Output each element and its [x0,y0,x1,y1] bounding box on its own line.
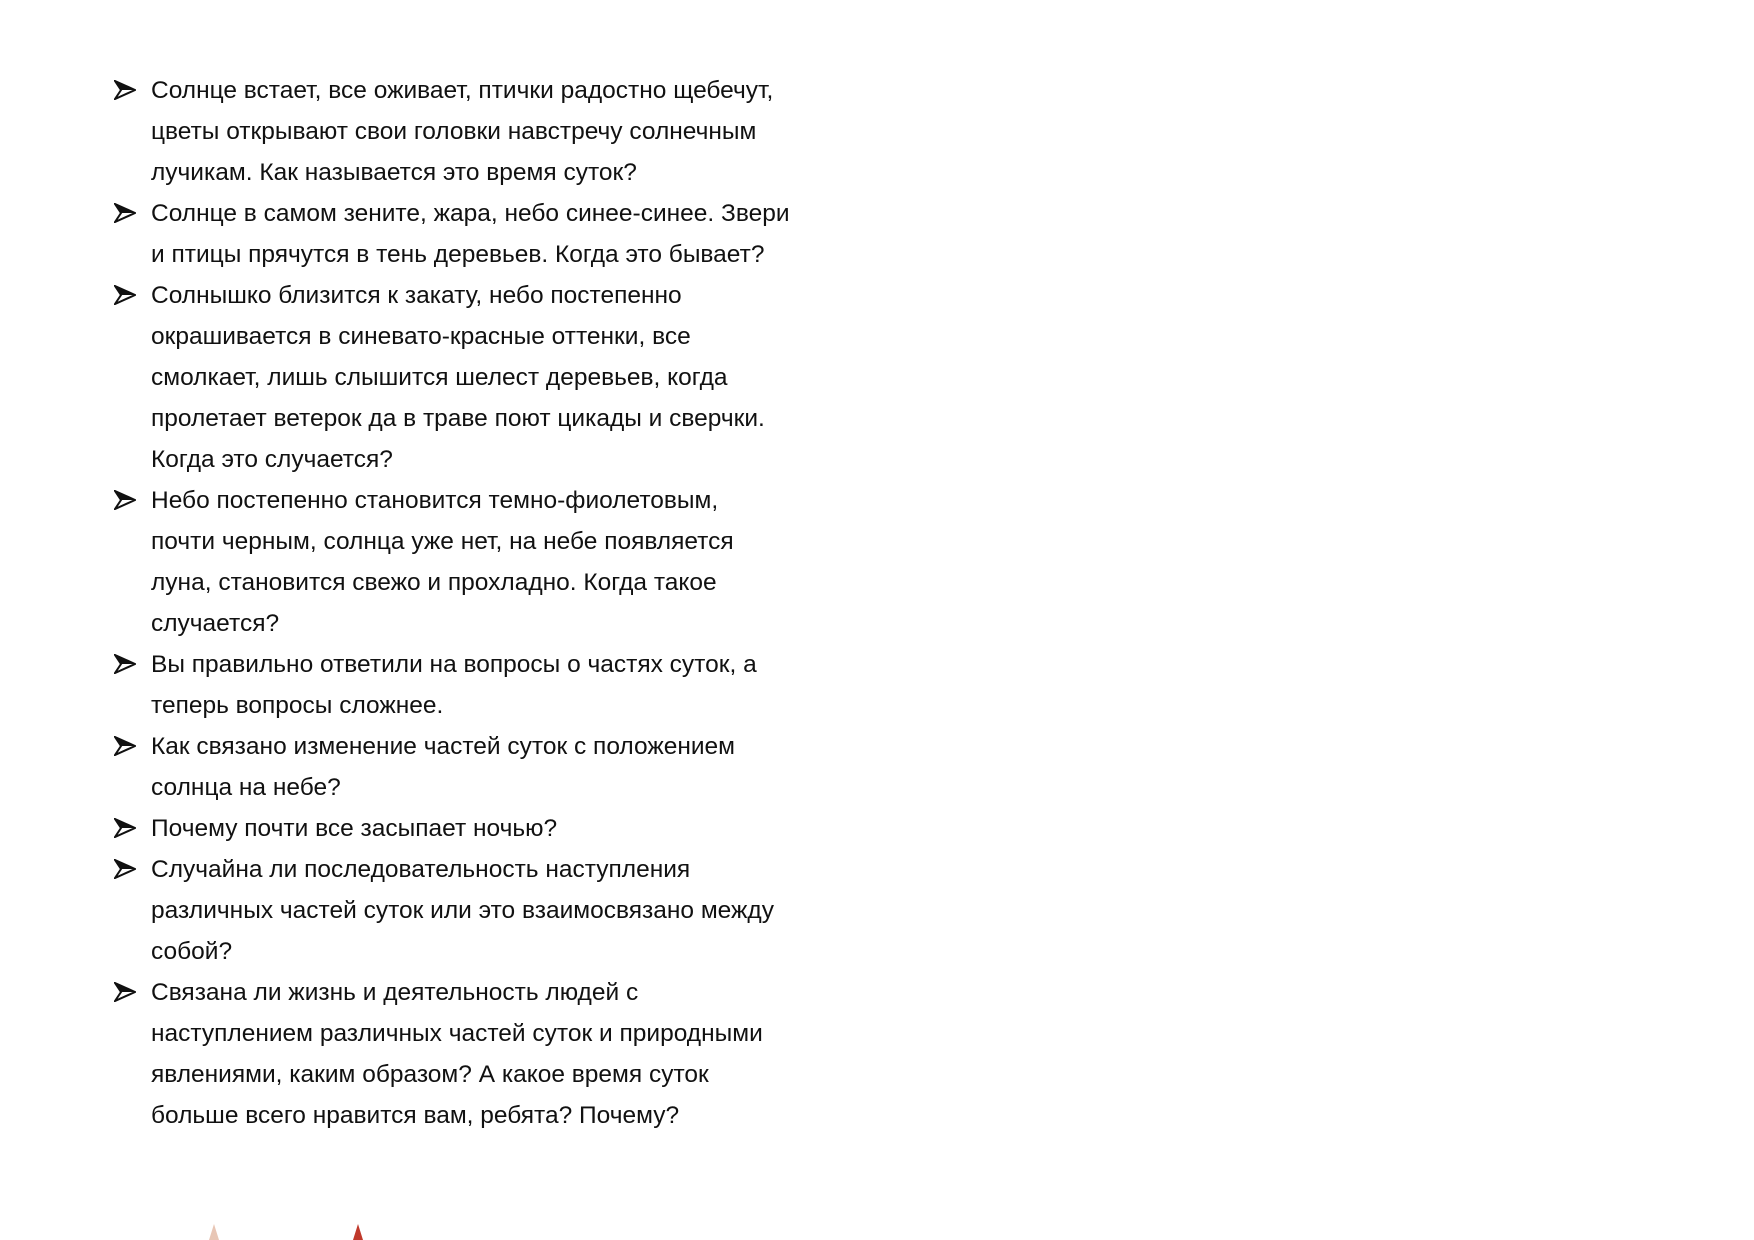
question-item [114,480,874,644]
arrowhead-bullet-icon [114,490,136,510]
arrowhead-bullet-icon [114,859,136,879]
question-item [114,275,874,480]
arrowhead-bullet-icon [114,818,136,838]
question-text-line: собой? [151,938,233,965]
question-text-line: Вы правильно ответили на вопросы о частях суток, а [151,651,757,678]
question-text-line: луна, становится свежо и прохладно. Когда такое [151,569,717,596]
question-text-line: солнца на небе? [151,774,341,801]
question-text-line: смолкает, лишь слышится шелест деревьев, когда [151,364,728,391]
question-text-line: Когда это случается? [151,446,393,473]
question-text-line: Солнце в самом зените, жара, небо синее-синее. Звери [151,200,790,227]
arrowhead-bullet-icon [114,654,136,674]
question-text-line: Случайна ли последовательность наступления [151,856,691,883]
question-text-line: Небо постепенно становится темно-фиолетовым, [151,487,719,514]
question-item [114,808,874,849]
question-item [114,972,874,1136]
question-text-line: и птицы прячутся в тень деревьев. Когда это бывает? [151,241,765,268]
arrowhead-bullet-icon [114,203,136,223]
arrowhead-bullet-icon [114,982,136,1002]
question-item [114,70,874,193]
question-item [114,193,874,275]
question-text-line: пролетает ветерок да в траве поют цикады и сверчки. [151,405,765,432]
question-text-line: теперь вопросы сложнее. [151,692,444,719]
question-item [114,849,874,972]
question-text-line: Как связано изменение частей суток с положением [151,733,736,760]
question-text-line: случается? [151,610,280,637]
question-item [114,644,874,726]
question-text-line: окрашивается в синевато-красные оттенки, все [151,323,691,350]
question-text-line: Солнышко близится к закату, небо постепенно [151,282,682,309]
arrowhead-bullet-icon [114,736,136,756]
question-text-line: лучикам. Как называется это время суток? [151,159,637,186]
question-text-line: почти черным, солнца уже нет, на небе появляется [151,528,734,555]
question-text-line: наступлением различных частей суток и природными [151,1020,763,1047]
question-list [114,70,874,1136]
question-text-line: Солнце встает, все оживает, птички радостно щебечут, [151,77,774,104]
decorative-shape-left [209,1224,219,1240]
question-text-line: Связана ли жизнь и деятельность людей с [151,979,639,1006]
question-text-line: больше всего нравится вам, ребята? Почему? [151,1102,680,1129]
decorative-shape-right [353,1224,363,1240]
arrowhead-bullet-icon [114,285,136,305]
question-text-line: Почему почти все засыпает ночью? [151,815,558,842]
question-text-line: различных частей суток или это взаимосвязано между [151,897,774,924]
question-text-line: цветы открывают свои головки навстречу солнечным [151,118,757,145]
question-item [114,726,874,808]
question-text-line: явлениями, каким образом? А какое время суток [151,1061,709,1088]
arrowhead-bullet-icon [114,80,136,100]
